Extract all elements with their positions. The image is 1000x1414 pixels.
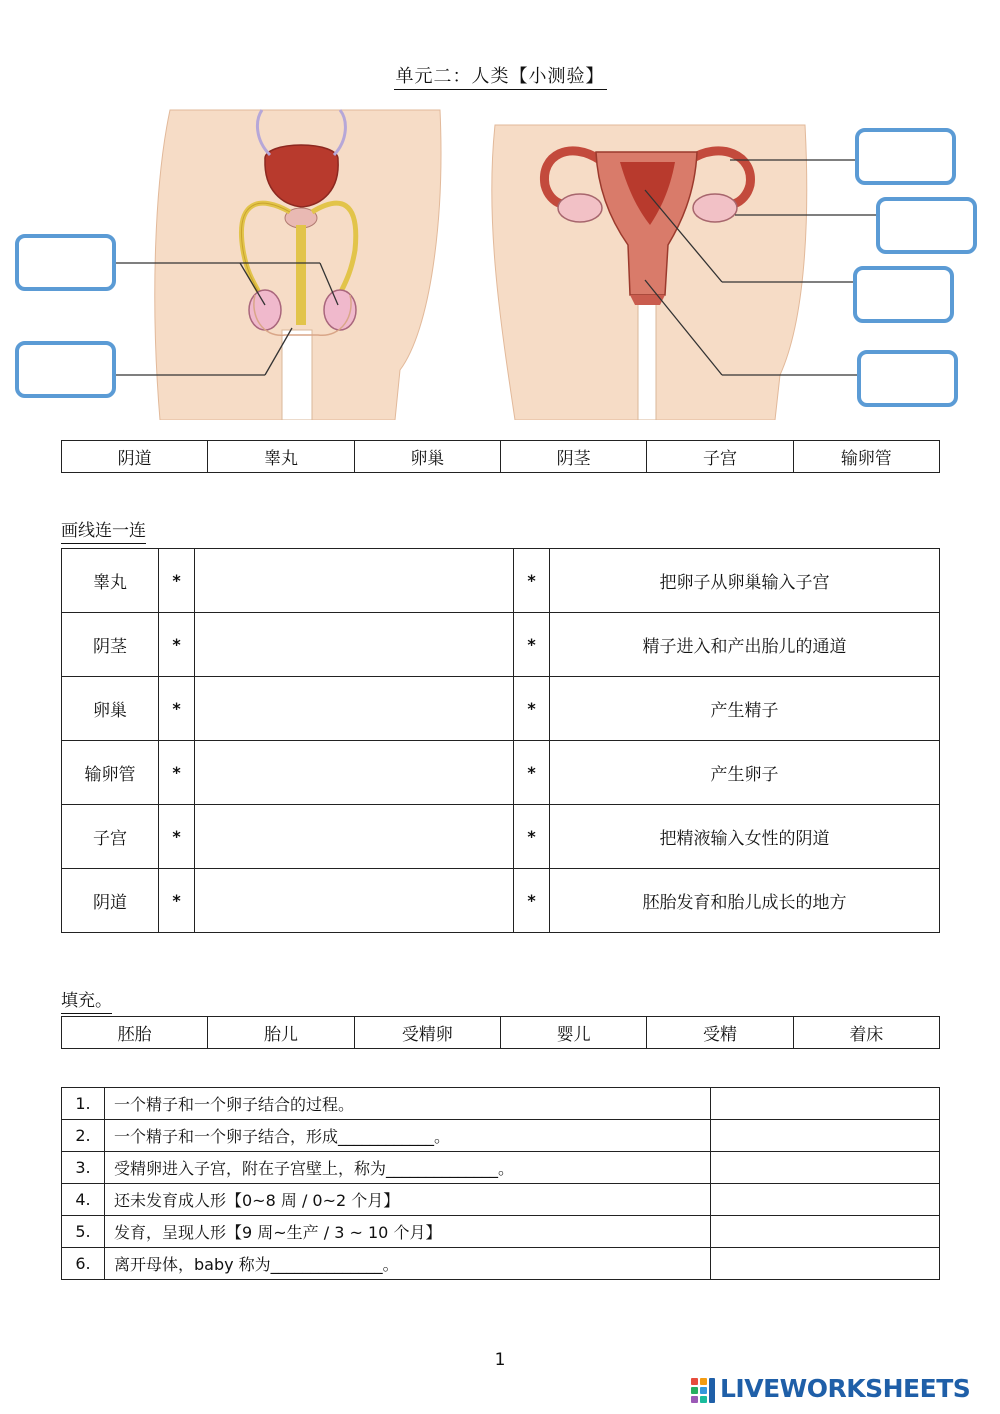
matching-row	[62, 869, 940, 933]
question-number: 5.	[62, 1216, 105, 1248]
function-cell: 产生卵子	[550, 741, 940, 805]
page-title: 单元二：人类【小测验】	[0, 62, 1000, 88]
organ-cell: 睾丸	[62, 549, 159, 613]
female-label-answer-box-3[interactable]	[853, 266, 954, 323]
left-anchor-point[interactable]: *	[159, 613, 195, 677]
right-anchor-point[interactable]: *	[514, 677, 550, 741]
matching-row	[62, 677, 940, 741]
matching-row	[62, 549, 940, 613]
word-bank-item: 阴道	[62, 441, 208, 473]
question-row	[62, 1216, 940, 1248]
matching-heading: 画线连一连	[61, 516, 146, 541]
word-bank-item: 着床	[793, 1017, 939, 1049]
word-bank-item: 输卵管	[793, 441, 939, 473]
fill-table	[61, 1087, 940, 1280]
question-row	[62, 1152, 940, 1184]
line-drawing-area[interactable]	[195, 549, 514, 613]
question-row	[62, 1248, 940, 1280]
function-cell: 把卵子从卵巢输入子宫	[550, 549, 940, 613]
brand-name: LIVEWORKSHEETS	[720, 1374, 971, 1403]
line-drawing-area[interactable]	[195, 613, 514, 677]
function-cell: 精子进入和产出胎儿的通道	[550, 613, 940, 677]
question-text: 还未发育成人形【0~8 周 / 0~2 个月】	[105, 1184, 711, 1216]
function-cell: 胚胎发育和胎儿成长的地方	[550, 869, 940, 933]
matching-row	[62, 805, 940, 869]
liveworksheets-logo	[690, 1374, 990, 1406]
organ-cell: 阴茎	[62, 613, 159, 677]
question-text: 离开母体，baby 称为______________。	[105, 1248, 711, 1280]
organ-cell: 卵巢	[62, 677, 159, 741]
word-bank-item: 受精	[647, 1017, 793, 1049]
question-text: 受精卵进入子宫，附在子宫壁上，称为______________。	[105, 1152, 711, 1184]
word-bank-item: 子宫	[647, 441, 793, 473]
organ-word-bank	[61, 440, 940, 473]
answer-input-cell[interactable]	[711, 1184, 940, 1216]
question-text: 一个精子和一个卵子结合，形成____________。	[105, 1120, 711, 1152]
word-bank-item: 婴儿	[500, 1017, 646, 1049]
female-label-answer-box-4[interactable]	[857, 350, 958, 407]
answer-input-cell[interactable]	[711, 1216, 940, 1248]
line-drawing-area[interactable]	[195, 869, 514, 933]
organ-cell: 输卵管	[62, 741, 159, 805]
liveworksheets-icon	[690, 1376, 716, 1406]
male-reproductive-diagram	[115, 110, 441, 420]
fill-heading: 填充。	[61, 986, 112, 1011]
right-anchor-point[interactable]: *	[514, 549, 550, 613]
function-cell: 把精液输入女性的阴道	[550, 805, 940, 869]
matching-row	[62, 613, 940, 677]
word-bank-item: 胚胎	[62, 1017, 208, 1049]
answer-input-cell[interactable]	[711, 1152, 940, 1184]
female-reproductive-diagram	[492, 125, 878, 420]
answer-input-cell[interactable]	[711, 1248, 940, 1280]
line-drawing-area[interactable]	[195, 805, 514, 869]
question-row	[62, 1120, 940, 1152]
organ-cell: 子宫	[62, 805, 159, 869]
word-bank-item: 睾丸	[208, 441, 354, 473]
organ-cell: 阴道	[62, 869, 159, 933]
right-anchor-point[interactable]: *	[514, 613, 550, 677]
left-anchor-point[interactable]: *	[159, 677, 195, 741]
anatomy-illustration	[0, 100, 1000, 420]
question-number: 4.	[62, 1184, 105, 1216]
question-number: 1.	[62, 1088, 105, 1120]
male-label-answer-box-1[interactable]	[15, 234, 116, 291]
function-cell: 产生精子	[550, 677, 940, 741]
right-anchor-point[interactable]: *	[514, 741, 550, 805]
word-bank-item: 阴茎	[500, 441, 646, 473]
right-anchor-point[interactable]: *	[514, 869, 550, 933]
left-anchor-point[interactable]: *	[159, 741, 195, 805]
line-drawing-area[interactable]	[195, 677, 514, 741]
female-label-answer-box-2[interactable]	[876, 197, 977, 254]
question-text: 发育，呈现人形【9 周~生产 / 3 ~ 10 个月】	[105, 1216, 711, 1248]
left-anchor-point[interactable]: *	[159, 805, 195, 869]
question-row	[62, 1088, 940, 1120]
word-bank-item: 卵巢	[354, 441, 500, 473]
word-bank-item: 胎儿	[208, 1017, 354, 1049]
male-label-answer-box-2[interactable]	[15, 341, 116, 398]
answer-input-cell[interactable]	[711, 1088, 940, 1120]
question-number: 2.	[62, 1120, 105, 1152]
female-label-answer-box-1[interactable]	[855, 128, 956, 185]
line-drawing-area[interactable]	[195, 741, 514, 805]
word-bank-item: 受精卵	[354, 1017, 500, 1049]
matching-table	[61, 548, 940, 933]
fill-word-bank	[61, 1016, 940, 1049]
left-anchor-point[interactable]: *	[159, 549, 195, 613]
left-anchor-point[interactable]: *	[159, 869, 195, 933]
question-row	[62, 1184, 940, 1216]
page-number: 1	[494, 1350, 506, 1370]
question-number: 6.	[62, 1248, 105, 1280]
question-number: 3.	[62, 1152, 105, 1184]
matching-row	[62, 741, 940, 805]
answer-input-cell[interactable]	[711, 1120, 940, 1152]
question-text: 一个精子和一个卵子结合的过程。	[105, 1088, 711, 1120]
right-anchor-point[interactable]: *	[514, 805, 550, 869]
